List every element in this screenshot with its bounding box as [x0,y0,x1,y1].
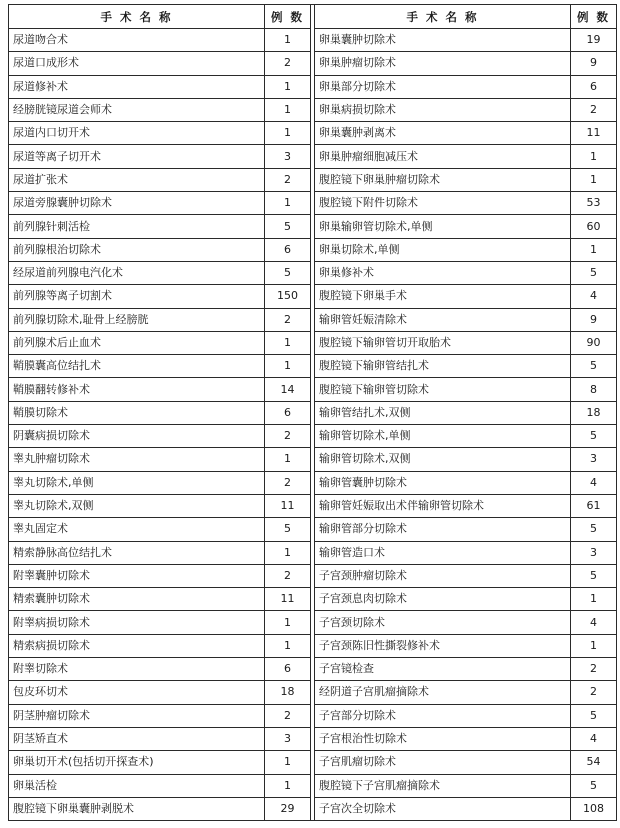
table-body [9,29,617,821]
left-procedure-name: 睾丸固定术 [9,518,265,541]
right-case-count: 3 [571,448,617,471]
right-case-count: 108 [571,797,617,820]
left-case-count: 2 [265,471,311,494]
right-case-count: 1 [571,238,617,261]
right-case-count: 9 [571,308,617,331]
left-procedure-name: 精索静脉高位结扎术 [9,541,265,564]
right-procedure-name: 卵巢囊肿剥离术 [315,122,571,145]
left-case-count: 2 [265,308,311,331]
left-procedure-name: 阴茎肿瘤切除术 [9,704,265,727]
right-procedure-name: 子宫次全切除术 [315,797,571,820]
left-procedure-name: 尿道等离子切开术 [9,145,265,168]
left-case-count: 3 [265,145,311,168]
right-procedure-name: 卵巢切除术,单侧 [315,238,571,261]
table-row [9,611,617,634]
right-case-count: 1 [571,168,617,191]
table-row [9,774,617,797]
left-case-count: 1 [265,634,311,657]
table-row [9,215,617,238]
left-case-count: 2 [265,52,311,75]
right-procedure-name: 输卵管切除术,单侧 [315,425,571,448]
surgery-count-table [8,4,612,821]
table-row [9,308,617,331]
table-row [9,588,617,611]
table-row [9,541,617,564]
table-row [9,168,617,191]
left-case-count: 150 [265,285,311,308]
right-procedure-name: 输卵管结扎术,双侧 [315,401,571,424]
table-row [9,494,617,517]
left-case-count: 2 [265,425,311,448]
right-procedure-name: 腹腔镜下卵巢肿瘤切除术 [315,168,571,191]
right-case-count: 5 [571,774,617,797]
right-case-count: 11 [571,122,617,145]
table-row [9,658,617,681]
left-case-count: 1 [265,122,311,145]
left-procedure-name: 尿道吻合术 [9,29,265,52]
left-case-count: 1 [265,774,311,797]
table-row [9,98,617,121]
right-case-count: 6 [571,75,617,98]
left-procedure-name: 鞘膜翻转修补术 [9,378,265,401]
right-procedure-name: 卵巢肿瘤切除术 [315,52,571,75]
right-case-count: 4 [571,611,617,634]
table-row [9,75,617,98]
right-procedure-name: 腹腔镜下输卵管结扎术 [315,355,571,378]
right-procedure-name: 腹腔镜下输卵管切开取胎术 [315,331,571,354]
left-case-count: 5 [265,261,311,284]
right-case-count: 5 [571,425,617,448]
left-case-count: 1 [265,355,311,378]
left-procedure-name: 睾丸肿瘤切除术 [9,448,265,471]
left-case-count: 6 [265,238,311,261]
right-procedure-name: 卵巢囊肿切除术 [315,29,571,52]
right-procedure-name: 卵巢输卵管切除术,单侧 [315,215,571,238]
right-procedure-name: 子宫部分切除术 [315,704,571,727]
left-name-header: 手 术 名 称 [9,5,265,29]
left-case-count: 6 [265,658,311,681]
table-row [9,564,617,587]
left-case-count: 1 [265,192,311,215]
right-case-count: 19 [571,29,617,52]
right-case-count: 2 [571,658,617,681]
left-case-count: 1 [265,448,311,471]
table-row [9,29,617,52]
table-row [9,378,617,401]
right-procedure-name: 子宫颈切除术 [315,611,571,634]
right-procedure-name: 子宫颈陈旧性撕裂修补术 [315,634,571,657]
left-procedure-name: 卵巢活检 [9,774,265,797]
left-procedure-name: 鞘膜囊高位结扎术 [9,355,265,378]
left-procedure-name: 附睾切除术 [9,658,265,681]
right-case-count: 5 [571,518,617,541]
table-row [9,192,617,215]
right-case-count: 5 [571,261,617,284]
left-procedure-name: 尿道修补术 [9,75,265,98]
left-procedure-name: 尿道旁腺囊肿切除术 [9,192,265,215]
right-count-header: 例 数 [571,5,617,29]
right-procedure-name: 输卵管部分切除术 [315,518,571,541]
left-procedure-name: 包皮环切术 [9,681,265,704]
right-procedure-name: 子宫颈肿瘤切除术 [315,564,571,587]
left-procedure-name: 附睾病损切除术 [9,611,265,634]
left-procedure-name: 精索病损切除术 [9,634,265,657]
right-procedure-name: 卵巢病损切除术 [315,98,571,121]
table-row [9,145,617,168]
left-case-count: 2 [265,564,311,587]
right-case-count: 8 [571,378,617,401]
left-case-count: 6 [265,401,311,424]
left-case-count: 2 [265,704,311,727]
left-procedure-name: 尿道口成形术 [9,52,265,75]
left-case-count: 11 [265,588,311,611]
left-case-count: 1 [265,29,311,52]
left-procedure-name: 前列腺根治切除术 [9,238,265,261]
right-procedure-name: 经阴道子宫肌瘤摘除术 [315,681,571,704]
right-procedure-name: 卵巢部分切除术 [315,75,571,98]
right-procedure-name: 腹腔镜下附件切除术 [315,192,571,215]
left-case-count: 3 [265,727,311,750]
table-row [9,681,617,704]
left-procedure-name: 前列腺术后止血术 [9,331,265,354]
right-case-count: 5 [571,564,617,587]
right-procedure-name: 腹腔镜下卵巢手术 [315,285,571,308]
left-procedure-name: 经膀胱镜尿道会师术 [9,98,265,121]
right-case-count: 4 [571,285,617,308]
left-procedure-name: 前列腺等离子切割术 [9,285,265,308]
left-case-count: 1 [265,98,311,121]
right-case-count: 3 [571,541,617,564]
table-row [9,261,617,284]
right-case-count: 90 [571,331,617,354]
right-case-count: 60 [571,215,617,238]
right-case-count: 1 [571,634,617,657]
table-row [9,355,617,378]
right-procedure-name: 腹腔镜下子宫肌瘤摘除术 [315,774,571,797]
left-procedure-name: 尿道内口切开术 [9,122,265,145]
table-row [9,285,617,308]
left-procedure-name: 附睾囊肿切除术 [9,564,265,587]
left-case-count: 1 [265,331,311,354]
left-case-count: 1 [265,751,311,774]
right-case-count: 18 [571,401,617,424]
left-procedure-name: 前列腺针刺活检 [9,215,265,238]
right-case-count: 1 [571,145,617,168]
right-case-count: 4 [571,727,617,750]
right-procedure-name: 子宫肌瘤切除术 [315,751,571,774]
table-row [9,238,617,261]
right-procedure-name: 输卵管造口术 [315,541,571,564]
header-row [9,5,617,29]
left-case-count: 5 [265,518,311,541]
table-row [9,331,617,354]
right-procedure-name: 卵巢修补术 [315,261,571,284]
table-row [9,52,617,75]
left-case-count: 14 [265,378,311,401]
left-procedure-name: 阴囊病损切除术 [9,425,265,448]
right-case-count: 61 [571,494,617,517]
left-procedure-name: 精索囊肿切除术 [9,588,265,611]
table [8,4,617,821]
left-case-count: 1 [265,611,311,634]
table-row [9,401,617,424]
table-row [9,122,617,145]
left-case-count: 18 [265,681,311,704]
right-procedure-name: 腹腔镜下输卵管切除术 [315,378,571,401]
table-row [9,425,617,448]
left-count-header: 例 数 [265,5,311,29]
left-case-count: 11 [265,494,311,517]
left-case-count: 29 [265,797,311,820]
left-procedure-name: 卵巢切开术(包括切开探查术) [9,751,265,774]
table-row [9,704,617,727]
right-case-count: 9 [571,52,617,75]
right-procedure-name: 子宫根治性切除术 [315,727,571,750]
right-case-count: 53 [571,192,617,215]
right-case-count: 4 [571,471,617,494]
table-row [9,634,617,657]
table-row [9,471,617,494]
right-case-count: 2 [571,98,617,121]
left-procedure-name: 睾丸切除术,单侧 [9,471,265,494]
left-procedure-name: 鞘膜切除术 [9,401,265,424]
right-procedure-name: 输卵管妊娠清除术 [315,308,571,331]
right-procedure-name: 输卵管妊娠取出术伴输卵管切除术 [315,494,571,517]
right-name-header: 手 术 名 称 [315,5,571,29]
table-row [9,448,617,471]
left-procedure-name: 睾丸切除术,双侧 [9,494,265,517]
left-procedure-name: 前列腺切除术,耻骨上经膀胱 [9,308,265,331]
right-procedure-name: 卵巢肿瘤细胞减压术 [315,145,571,168]
right-case-count: 2 [571,681,617,704]
right-case-count: 5 [571,704,617,727]
left-procedure-name: 腹腔镜下卵巢囊肿剥脱术 [9,797,265,820]
right-procedure-name: 子宫颈息肉切除术 [315,588,571,611]
table-row [9,518,617,541]
table-row [9,751,617,774]
table-row [9,797,617,820]
right-procedure-name: 输卵管切除术,双侧 [315,448,571,471]
left-procedure-name: 经尿道前列腺电汽化术 [9,261,265,284]
right-procedure-name: 输卵管囊肿切除术 [315,471,571,494]
right-procedure-name: 子宫镜检查 [315,658,571,681]
right-case-count: 54 [571,751,617,774]
right-case-count: 1 [571,588,617,611]
right-case-count: 5 [571,355,617,378]
table-row [9,727,617,750]
left-procedure-name: 阴茎矫直术 [9,727,265,750]
left-procedure-name: 尿道扩张术 [9,168,265,191]
left-case-count: 1 [265,75,311,98]
left-case-count: 2 [265,168,311,191]
left-case-count: 1 [265,541,311,564]
left-case-count: 5 [265,215,311,238]
